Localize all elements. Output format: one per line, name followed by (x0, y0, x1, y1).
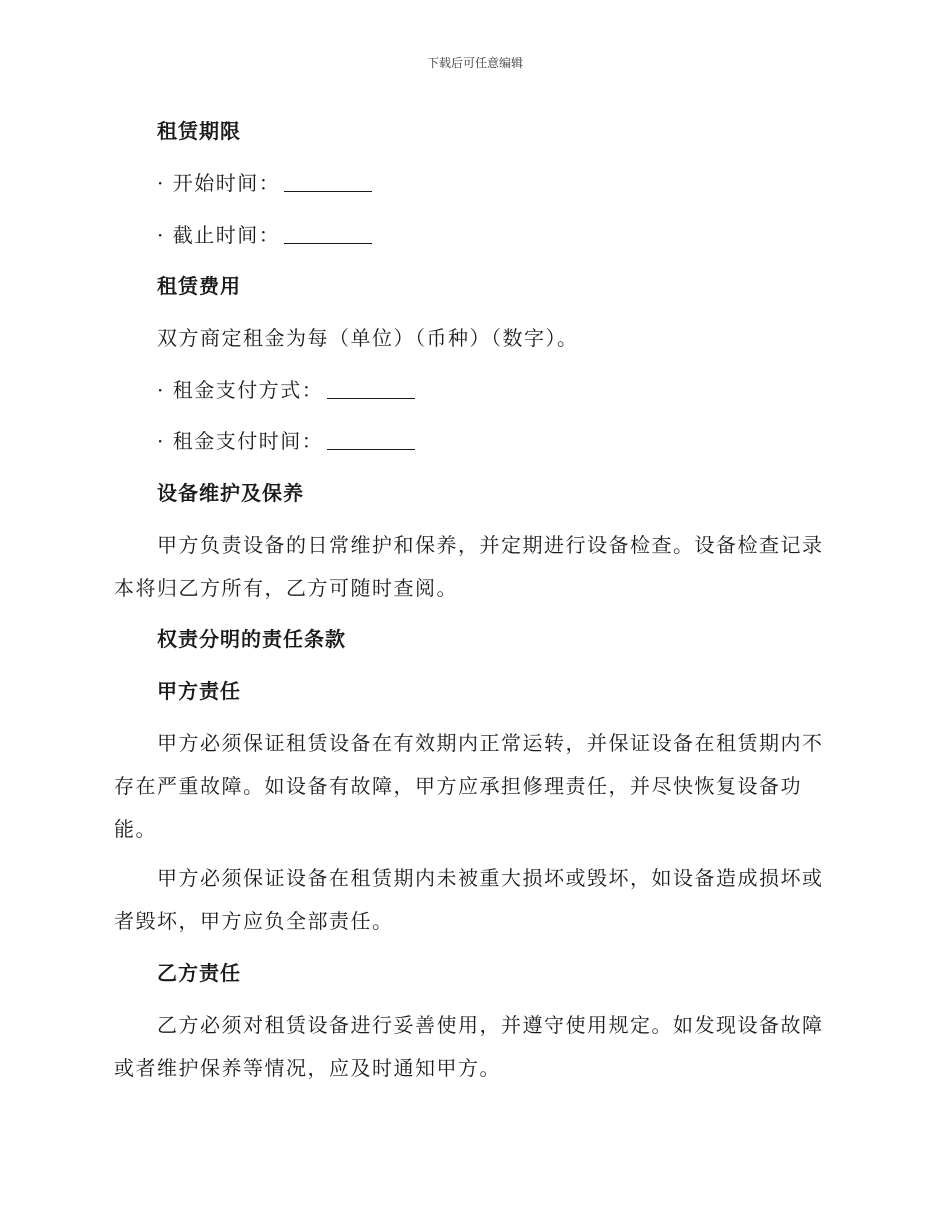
subsection-heading-party-b: 乙方责任 (157, 961, 241, 985)
end-time-field (157, 219, 877, 248)
maintenance-paragraph-line: 甲方负责设备的日常维护和保养，并定期进行设备检查。设备检查记录 (157, 533, 824, 557)
payment-method-field (157, 374, 877, 403)
payment-method-blank (327, 380, 415, 399)
end-time-label: · 截止时间： (157, 223, 281, 247)
party-a-paragraph-line: 甲方必须保证设备在租赁期内未被重大损坏或毁坏，如设备造成损坏或 (157, 866, 824, 890)
payment-time-label: · 租金支付时间： (157, 429, 324, 453)
start-time-label: · 开始时间： (157, 171, 281, 195)
party-a-paragraph-line: 者毁坏，甲方应负全部责任。 (114, 909, 394, 933)
section-heading-maintenance: 设备维护及保养 (157, 481, 304, 505)
party-a-paragraph-line: 甲方必须保证租赁设备在有效期内正常运转，并保证设备在租赁期内不 (157, 731, 824, 755)
maintenance-paragraph-line: 本将归乙方所有，乙方可随时查阅。 (114, 576, 458, 600)
payment-time-field (157, 425, 877, 454)
start-time-blank (284, 173, 372, 192)
party-b-paragraph-line: 乙方必须对租赁设备进行妥善使用，并遵守使用规定。如发现设备故障 (157, 1013, 824, 1037)
page-header: 下载后可任意编辑 (426, 56, 523, 70)
party-b-paragraph-line: 或者维护保养等情况，应及时通知甲方。 (114, 1056, 501, 1080)
section-heading-liability: 权责分明的责任条款 (157, 627, 346, 651)
start-time-field (157, 167, 877, 196)
rent-text: 双方商定租金为每（单位）（币种）（数字）。 (157, 326, 579, 350)
party-a-paragraph-line: 能。 (114, 817, 157, 841)
party-a-paragraph-line: 存在严重故障。如设备有故障，甲方应承担修理责任，并尽快恢复设备功 (114, 774, 802, 798)
section-heading-lease-fee: 租赁费用 (157, 274, 241, 298)
section-heading-lease-term: 租赁期限 (157, 119, 241, 143)
payment-method-label: · 租金支付方式： (157, 378, 324, 402)
payment-time-blank (327, 431, 415, 450)
subsection-heading-party-a: 甲方责任 (157, 679, 241, 703)
end-time-blank (284, 225, 372, 244)
